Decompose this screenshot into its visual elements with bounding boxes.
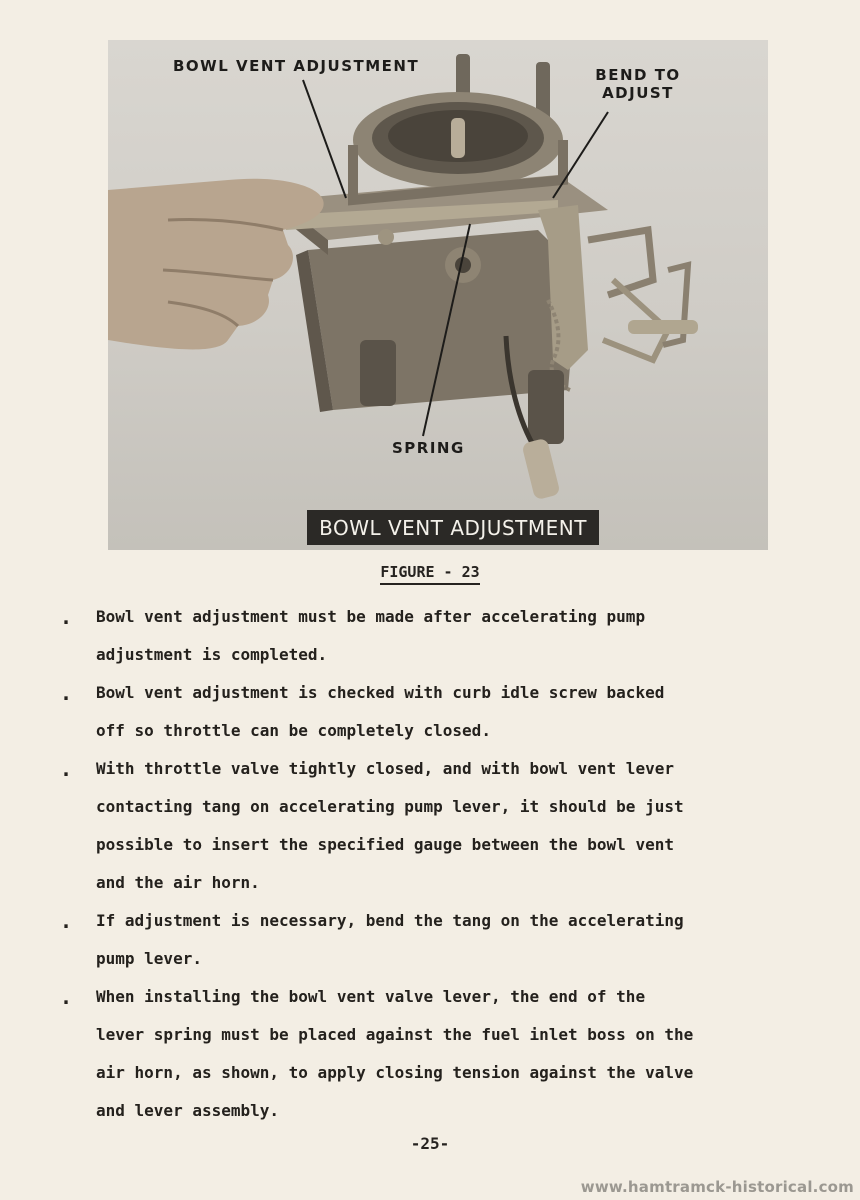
page-number: -25-: [410, 1134, 450, 1153]
bullet-line: . If adjustment is necessary, bend the tang on the accelerating: [96, 911, 684, 930]
bullet-line: and the air horn.: [96, 873, 260, 892]
callout-bowl-vent-adjustment: BOWL VENT ADJUSTMENT: [173, 57, 420, 75]
bullet-line: lever spring must be placed against the fuel inlet boss on the: [96, 1025, 694, 1044]
bullet-line: adjustment is completed.: [96, 645, 328, 664]
site-watermark: www.hamtramck-historical.com: [580, 1178, 854, 1196]
bullet-line: . When installing the bowl vent valve lever, the end of the: [96, 987, 646, 1006]
list-item: [60, 978, 820, 1130]
list-item: [60, 598, 820, 674]
bullet-line: pump lever.: [96, 949, 202, 968]
bullet-line: . Bowl vent adjustment must be made after accelerating pump: [96, 607, 646, 626]
bullet-line: . With throttle valve tightly closed, and with bowl vent lever: [96, 759, 674, 778]
carburetor-photo: [108, 40, 768, 550]
bullet-line: and lever assembly.: [96, 1101, 280, 1120]
list-item: [60, 674, 820, 750]
bullet-line: air horn, as shown, to apply closing tension against the valve: [96, 1063, 694, 1082]
bullet-line: possible to insert the specified gauge between the bowl vent: [96, 835, 674, 854]
callout-bend-to-adjust: [592, 66, 684, 102]
bullet-line: off so throttle can be completely closed.: [96, 721, 491, 740]
instruction-list: [60, 598, 820, 1130]
callout-bend-line2: ADJUST: [602, 84, 674, 102]
carburetor-illustration: [108, 40, 768, 550]
figure-label-text: FIGURE - 23: [380, 563, 479, 585]
photo-caption-bar: BOWL VENT ADJUSTMENT: [307, 510, 599, 545]
bullet-line: . Bowl vent adjustment is checked with curb idle screw backed: [96, 683, 665, 702]
figure-label: [0, 563, 860, 581]
callout-spring: SPRING: [392, 439, 465, 457]
callout-bend-line1: BEND TO: [595, 66, 681, 84]
bullet-line: contacting tang on accelerating pump lever, it should be just: [96, 797, 684, 816]
list-item: [60, 902, 820, 978]
list-item: [60, 750, 820, 902]
